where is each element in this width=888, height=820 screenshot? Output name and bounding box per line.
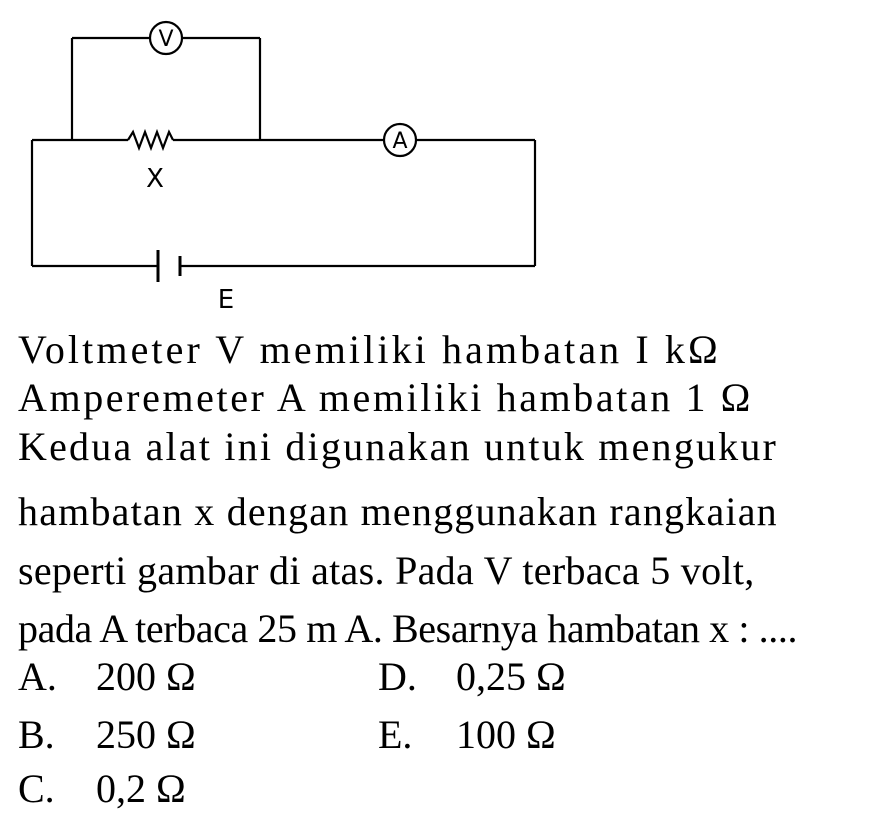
question-line-1: Voltmeter V memiliki hambatan I kΩ	[18, 327, 721, 372]
question-line-2: Amperemeter A memiliki hambatan 1 Ω	[18, 375, 754, 420]
question-line-4: hambatan x dengan menggunakan rangkaian	[18, 489, 778, 534]
option-c-letter: C.	[18, 766, 55, 811]
option-b-letter: B.	[18, 712, 55, 757]
voltmeter-symbol: V	[158, 27, 174, 52]
resistor-zigzag	[128, 132, 173, 148]
option-e-letter: E.	[378, 712, 413, 757]
battery-label: E	[217, 285, 235, 315]
option-e[interactable]	[378, 712, 556, 758]
ammeter-symbol: A	[392, 129, 408, 154]
option-a-letter: A.	[18, 654, 57, 699]
option-d-letter: D.	[378, 654, 417, 699]
option-e-value: 100 Ω	[456, 712, 556, 757]
circuit-diagram	[0, 0, 888, 330]
option-c[interactable]	[18, 766, 186, 812]
option-b[interactable]	[18, 712, 196, 758]
option-a[interactable]	[18, 654, 196, 700]
question-line-6: pada A terbaca 25 m A. Besarnya hambatan x : ....	[18, 606, 798, 651]
option-d-value: 0,25 Ω	[456, 654, 566, 699]
resistor-label: X	[146, 164, 164, 194]
option-a-value: 200 Ω	[96, 654, 196, 699]
option-c-value: 0,2 Ω	[96, 766, 186, 811]
question-line-5: seperti gambar di atas. Pada V terbaca 5 volt,	[18, 548, 755, 593]
question-line-3: Kedua alat ini digunakan untuk mengukur	[18, 424, 779, 469]
option-d[interactable]	[378, 654, 566, 700]
option-b-value: 250 Ω	[96, 712, 196, 757]
